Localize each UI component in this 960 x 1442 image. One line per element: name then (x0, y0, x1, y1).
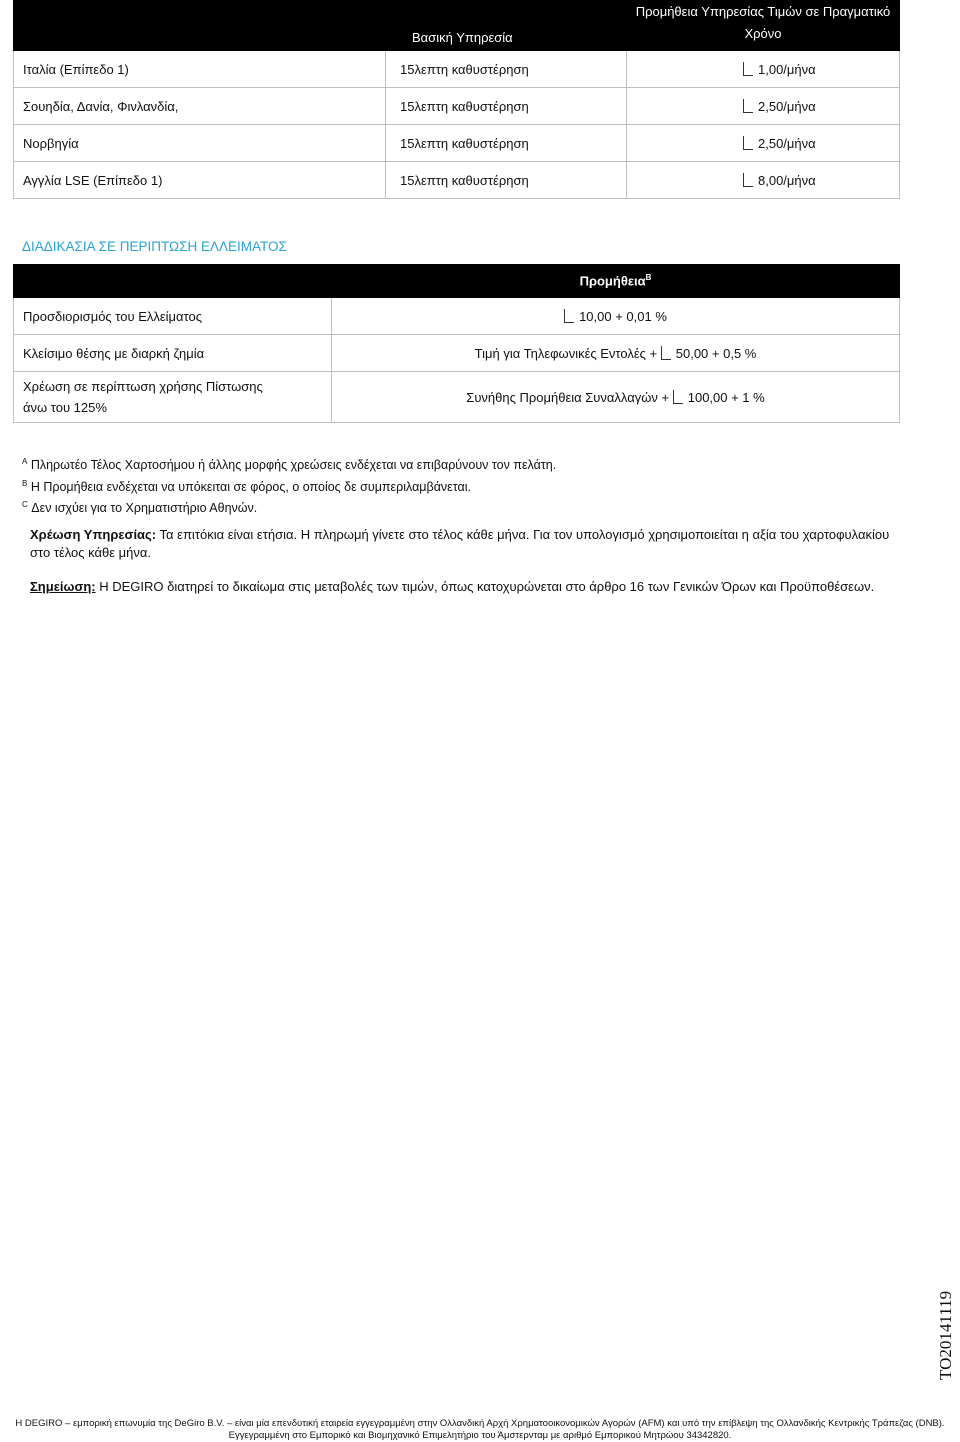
row-prefix: Συνήθης Προμήθεια Συναλλαγών + (466, 389, 670, 405)
row-label: Προσδιορισμός του Ελλείματος (14, 298, 332, 335)
footnote-text: Δεν ισχύει για το Χρηματιστήριο Αθηνών. (31, 501, 258, 516)
row-prefix: Τιμή για Τηλεφωνικές Εντολές + (474, 345, 658, 361)
footnote-text: Πληρωτέο Τέλος Χαρτοσήμου ή άλλης μορφής χρεώσεις ενδέχεται να επιβαρύνουν τον πελάτη. (30, 458, 557, 473)
market-cell: Ιταλία (Επίπεδο 1) (14, 51, 386, 88)
market-cell: Νορβηγία (14, 125, 386, 162)
row-value: 10,00 + 0,01 % (579, 308, 667, 324)
market-cell: Σουηδία, Δανία, Φινλανδία, (14, 88, 386, 125)
table-row (14, 88, 900, 125)
row-value-cell (332, 372, 900, 423)
row-value: 100,00 + 1 % (687, 389, 765, 405)
footnote-b (22, 475, 922, 497)
header-commission (332, 265, 900, 298)
euro-icon (564, 309, 574, 323)
header-commission-label: Προμήθεια (579, 273, 646, 289)
fee-cell (627, 88, 900, 125)
note-label: Σημείωση: (30, 579, 96, 594)
row-value-cell (332, 335, 900, 372)
section-title: ΔΙΑΔΙΚΑΣΙΑ ΣΕ ΠΕΡΙΠΤΩΣΗ ΕΛΛΕΙΜΑΤΟΣ (22, 239, 287, 254)
footnote-mark: B (22, 478, 28, 488)
euro-icon (661, 346, 671, 360)
table-header-row (14, 1, 900, 51)
footnote-mark: C (22, 500, 28, 510)
euro-icon (743, 62, 753, 76)
footnote-mark: A (22, 457, 28, 466)
fee-value: 2,50/μήνα (758, 98, 816, 114)
row-label: Χρέωση σε περίπτωση χρήσης Πίστωσης άνω του 125% (14, 372, 332, 423)
table-row (14, 51, 900, 88)
document-code: TO20141119 (936, 1290, 955, 1380)
euro-icon (673, 390, 683, 404)
note-paragraph (30, 579, 930, 594)
fee-cell (627, 162, 900, 199)
footnote-text: Η Προμήθεια ενδέχεται να υπόκειται σε φόρος, ο οποίος δε συμπεριλαμβάνεται. (30, 479, 471, 494)
note-text: Η DEGIRO διατηρεί το δικαίωμα στις μεταβολές των τιμών, όπως κατοχυρώνεται στο άρθρο 16 των Γενικών Όρων και Προϋποθέσεων. (99, 579, 875, 594)
deficit-procedure-table (13, 264, 900, 423)
euro-icon (743, 99, 753, 113)
header-realtime-fee: Προμήθεια Υπηρεσίας Τιμών σε Πραγματικό Χρόνο (627, 1, 900, 51)
footnote-a (22, 453, 922, 475)
header-basic-service: Βασική Υπηρεσία (386, 1, 627, 51)
fee-value: 2,50/μήνα (758, 135, 816, 151)
header-empty-cell (14, 265, 332, 298)
fee-cell (627, 125, 900, 162)
service-cell: 15λεπτη καθυστέρηση (386, 88, 627, 125)
footnote-c (22, 496, 922, 518)
service-charge-paragraph (30, 526, 910, 562)
service-charge-text: Τα επιτόκια είναι ετήσια. Η πληρωμή γίνετε στο τέλος κάθε μήνα. Για τον υπολογισμό χρησιμοποιείται η αξία του χαρτοφυλακίου στο τέλος κάθε μήνα. (30, 527, 890, 560)
table-row (14, 372, 900, 423)
table-row (14, 298, 900, 335)
footnotes (22, 453, 922, 518)
table-row (14, 125, 900, 162)
market-data-fee-table (13, 0, 900, 199)
row-label: Κλείσιμο θέσης με διαρκή ζημία (14, 335, 332, 372)
fee-value: 1,00/μήνα (758, 61, 816, 77)
service-cell: 15λεπτη καθυστέρηση (386, 51, 627, 88)
service-charge-label: Χρέωση Υπηρεσίας: (30, 527, 157, 542)
market-cell: Αγγλία LSE (Επίπεδο 1) (14, 162, 386, 199)
footer-line-1: Η DEGIRO – εμπορική επωνυμία της DeGiro B.V. – είναι μία επενδυτική εταιρεία εγγεγραμμένη στην Ολλανδική Αρχή Χρηματοοικονομικών Αγορών (AFM) και υπό την επίβλεψη της Ολλανδικής Κεντρικής Τράπεζας (DNB). (15, 1418, 945, 1429)
fee-cell (627, 51, 900, 88)
euro-icon (743, 173, 753, 187)
service-cell: 15λεπτη καθυστέρηση (386, 125, 627, 162)
table-row (14, 335, 900, 372)
table-header-row (14, 265, 900, 298)
footer-line-2: Εγγεγραμμένη στο Εμπορικό και Βιομηχανικό Επιμελητήριο του Άμστερνταμ με αριθμό Εμπορικού Μητρώου 34342820. (228, 1430, 732, 1441)
table-row (14, 162, 900, 199)
euro-icon (743, 136, 753, 150)
service-cell: 15λεπτη καθυστέρηση (386, 162, 627, 199)
row-value: 50,00 + 0,5 % (675, 345, 757, 361)
header-commission-sup: Β (645, 273, 652, 283)
row-value-cell (332, 298, 900, 335)
fee-value: 8,00/μήνα (758, 172, 816, 188)
page-footer (0, 1418, 960, 1442)
header-empty-cell (14, 1, 386, 51)
